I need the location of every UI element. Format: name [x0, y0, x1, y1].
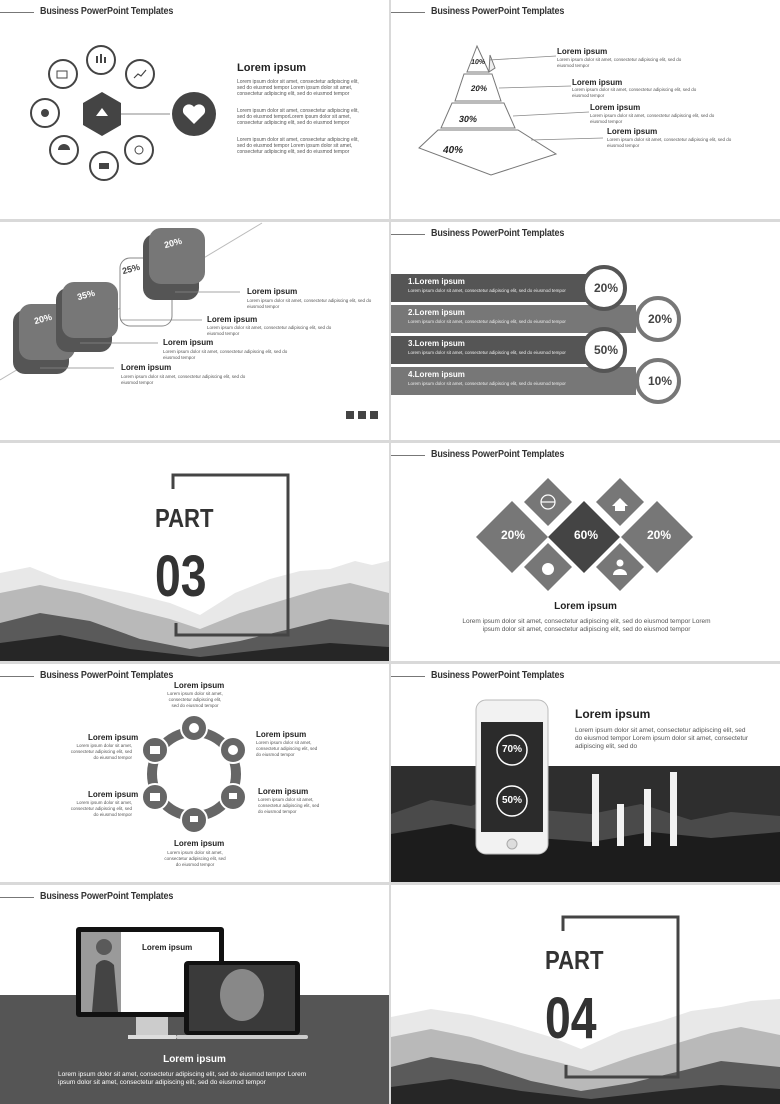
cycle-label-left-1: Lorem ipsum: [88, 733, 139, 742]
header-title: Business PowerPoint Templates: [431, 670, 565, 681]
block-value-4: 20%: [163, 235, 184, 251]
cycle-desc-left-1: Lorem ipsum dolor sit amet, consectetur adipiscing elit, sed do eiusmod tempor: [70, 743, 132, 760]
header-title: Business PowerPoint Templates: [431, 6, 565, 17]
slide6-title: Lorem ipsum: [554, 601, 617, 612]
slide9-title: Lorem ipsum: [163, 1054, 226, 1065]
monitor-title: Lorem ipsum: [142, 943, 193, 952]
diamond-value-right: 20%: [647, 528, 672, 542]
bar-value-3: 50%: [594, 343, 619, 357]
slide-3[interactable]: [0, 222, 389, 440]
block-desc-3: Lorem ipsum dolor sit amet, consectetur adipiscing elit, sed do eiusmod tempor: [163, 349, 288, 360]
bar-value-1: 20%: [594, 281, 619, 295]
phone-mountain-scene: [391, 664, 780, 882]
cycle-label-top: Lorem ipsum: [174, 681, 225, 690]
header-title: Business PowerPoint Templates: [40, 6, 174, 17]
slide-6[interactable]: [391, 443, 780, 661]
slide8-title: Lorem ipsum: [575, 707, 651, 721]
cycle-desc-right-2: Lorem ipsum dolor sit amet, consectetur adipiscing elit, sed do eiusmod tempor: [258, 797, 320, 814]
cycle-desc-right-1: Lorem ipsum dolor sit amet, consectetur adipiscing elit, sed do eiusmod tempor: [256, 740, 318, 757]
bar-label-2: 2.Lorem ipsum: [408, 308, 465, 317]
block-desc-1: Lorem ipsum dolor sit amet, consectetur adipiscing elit, sed do eiusmod tempor: [247, 298, 372, 309]
slide6-desc-1: Lorem ipsum dolor sit amet, consectetur adipiscing elit, sed do eiusmod tempor Lorem: [462, 618, 711, 625]
ring-value-2: 50%: [502, 795, 523, 806]
part-label: PART: [155, 503, 214, 533]
bar-label-1: 1.Lorem ipsum: [408, 277, 465, 286]
bar-label-3: 3.Lorem ipsum: [408, 339, 465, 348]
bar-value-2: 20%: [648, 312, 673, 326]
block-desc-2: Lorem ipsum dolor sit amet, consectetur adipiscing elit, sed do eiusmod tempor: [207, 325, 332, 336]
slide-9[interactable]: [0, 885, 389, 1104]
cycle-label-bottom: Lorem ipsum: [174, 839, 225, 848]
slide1-title: Lorem ipsum: [237, 62, 307, 74]
slide-1[interactable]: [0, 0, 389, 219]
block-value-2: 35%: [76, 287, 97, 303]
bar-desc-3: Lorem ipsum dolor sit amet, consectetur adipiscing elit, sed do eiusmod tempor: [408, 350, 566, 355]
pyramid-diagram: [391, 0, 780, 219]
slide9-desc-1: Lorem ipsum dolor sit amet, consectetur adipiscing elit, sed do eiusmod tempor Lorem: [58, 1071, 307, 1078]
slide-2[interactable]: [391, 0, 780, 219]
slide1-paragraph-3: Lorem ipsum dolor sit amet, consectetur adipiscing elit, sed do eiusmod tempor Lorem ipsum dolor sit amet, consectetur adipiscing elit, sed do eiusmod tempor: [237, 137, 359, 155]
block-value-1: 20%: [33, 311, 54, 327]
bar-desc-4: Lorem ipsum dolor sit amet, consectetur adipiscing elit, sed do eiusmod tempor: [408, 381, 566, 386]
block-label-1: Lorem ipsum: [247, 287, 298, 296]
pyramid-desc-3: Lorem ipsum dolor sit amet, consectetur adipiscing elit, sed do eiusmod tempor: [590, 113, 715, 124]
bar-label-4: 4.Lorem ipsum: [408, 370, 465, 379]
pyramid-label-4: Lorem ipsum: [607, 127, 658, 136]
cycle-desc-left-2: Lorem ipsum dolor sit amet, consectetur adipiscing elit, sed do eiusmod tempor: [70, 800, 132, 817]
header-title: Business PowerPoint Templates: [40, 891, 174, 902]
block-label-4: Lorem ipsum: [121, 363, 172, 372]
part-number: 03: [155, 544, 207, 609]
bar-desc-2: Lorem ipsum dolor sit amet, consectetur adipiscing elit, sed do eiusmod tempor: [408, 319, 566, 324]
pyramid-level-4: 40%: [442, 145, 464, 156]
slide-4[interactable]: [391, 222, 780, 440]
pyramid-level-2: 20%: [470, 84, 488, 93]
pyramid-label-1: Lorem ipsum: [557, 47, 608, 56]
slide6-desc-2: ipsum dolor sit amet, consectetur adipiscing elit, sed do eiusmod tempor: [482, 626, 691, 633]
diamond-value-left: 20%: [501, 528, 526, 542]
pyramid-desc-1: Lorem ipsum dolor sit amet, consectetur adipiscing elit, sed do eiusmod tempor: [557, 57, 682, 68]
slide1-paragraph-2: Lorem ipsum dolor sit amet, consectetur adipiscing elit, sed do eiusmod temporLorem ipsum dolor sit amet, consectetur adipiscing elit, sed do eiusmod tempor: [237, 108, 359, 126]
pyramid-label-2: Lorem ipsum: [572, 78, 623, 87]
cycle-label-left-2: Lorem ipsum: [88, 790, 139, 799]
cycle-desc-bottom: Lorem ipsum dolor sit amet, consectetur adipiscing elit, sed do eiusmod tempor: [164, 850, 226, 867]
slide1-paragraph-1: Lorem ipsum dolor sit amet, consectetur adipiscing elit, sed do eiusmod tempor Lorem ipsum dolor sit amet, consectetur adipiscing elit, sed do eiusmod tempor: [237, 79, 359, 97]
diamond-value-center: 60%: [574, 528, 599, 542]
slide-10[interactable]: [391, 885, 780, 1104]
pyramid-label-3: Lorem ipsum: [590, 103, 641, 112]
slide9-desc-2: ipsum dolor sit amet, consectetur adipiscing elit, sed do eiusmod tempor: [58, 1079, 266, 1086]
block-desc-4: Lorem ipsum dolor sit amet, consectetur adipiscing elit, sed do eiusmod tempor: [121, 374, 246, 385]
header-title: Business PowerPoint Templates: [40, 670, 174, 681]
block-label-2: Lorem ipsum: [207, 315, 258, 324]
ring-value-1: 70%: [502, 744, 523, 755]
slide-8[interactable]: [391, 664, 780, 882]
slide-5[interactable]: [0, 443, 389, 661]
pyramid-level-1: 10%: [470, 59, 486, 66]
bar-value-4: 10%: [648, 374, 673, 388]
part-label: PART: [545, 945, 604, 975]
pyramid-level-3: 30%: [458, 114, 478, 124]
slide8-text: Lorem ipsum dolor sit amet, consectetur adipiscing elit, sed do eiusmod tempor Lorem ipsum dolor sit amet, consectetur adipiscing elit, sed do: [575, 727, 749, 750]
part-number: 04: [545, 986, 597, 1051]
pyramid-desc-2: Lorem ipsum dolor sit amet, consectetur adipiscing elit, sed do eiusmod tempor: [572, 87, 697, 98]
slide-7[interactable]: [0, 664, 389, 882]
bar-desc-1: Lorem ipsum dolor sit amet, consectetur adipiscing elit, sed do eiusmod tempor: [408, 288, 566, 293]
cycle-desc-top: Lorem ipsum dolor sit amet, consectetur adipiscing elit, sed do eiusmod tempor: [167, 691, 223, 708]
block-value-3: 25%: [121, 261, 142, 277]
header-title: Business PowerPoint Templates: [431, 228, 565, 239]
cycle-label-right-2: Lorem ipsum: [258, 787, 309, 796]
block-label-3: Lorem ipsum: [163, 338, 214, 347]
header-title: Business PowerPoint Templates: [431, 449, 565, 460]
percentage-bars: [391, 222, 780, 440]
cycle-label-right-1: Lorem ipsum: [256, 730, 307, 739]
pyramid-desc-4: Lorem ipsum dolor sit amet, consectetur adipiscing elit, sed do eiusmod tempor: [607, 137, 732, 148]
